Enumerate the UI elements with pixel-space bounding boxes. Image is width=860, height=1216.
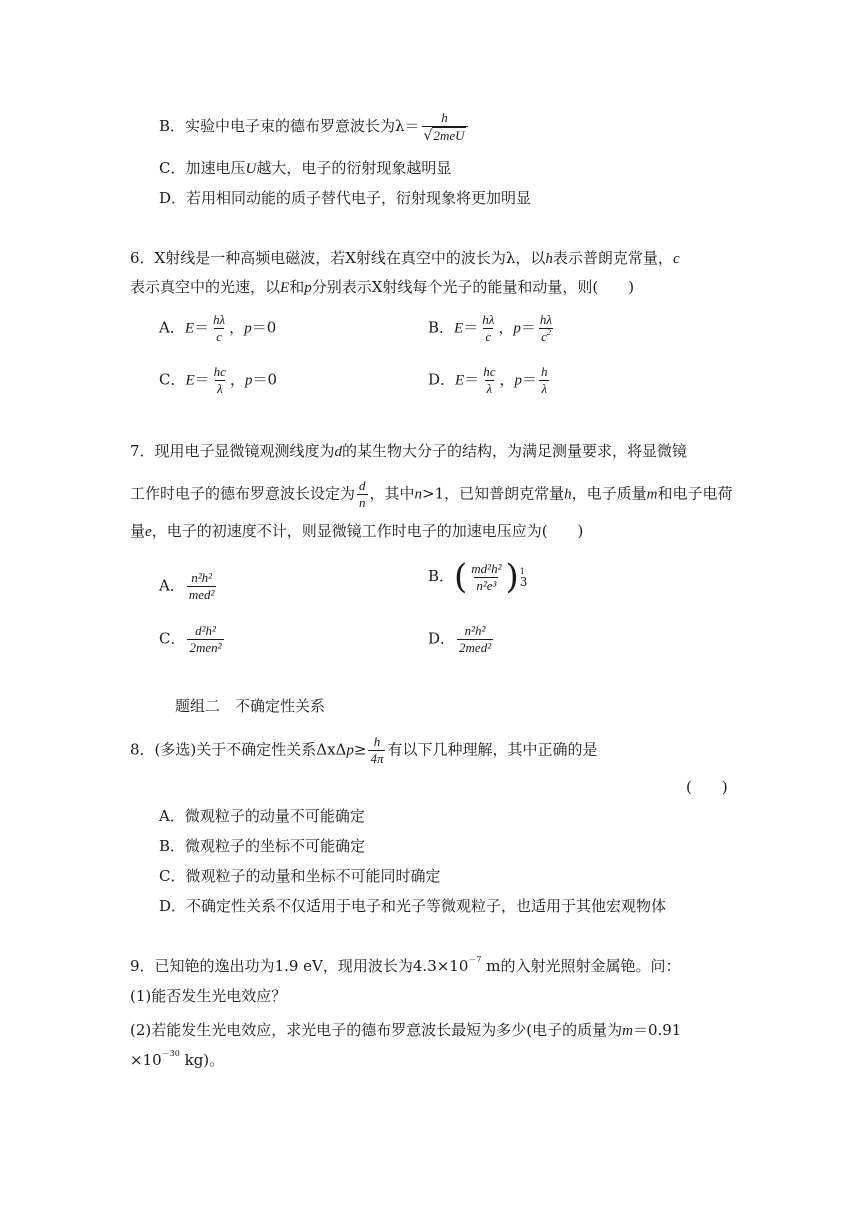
q8-stem: 8．(多选)关于不确定性关系ΔxΔp≥ $\frac{h}{4\pi}$ 有以下几种理解，其中正确的是 [130,734,598,766]
q6-stem-line1: 6．X射线是一种高频电磁波，若X射线在真空中的波长为λ，以h表示普朗克常量，c [130,249,680,267]
q7-stem-line3: 量e，电子的初速度不计，则显微镜工作时电子的加速电压应为( ) [130,522,584,540]
q5-option-c: C．加速电压U越大，电子的衍射现象越明显 [159,159,452,177]
q9-sub2-cont: $\times 10^{-30}$ kg)。 [130,1049,225,1069]
q5-wavelength-fraction: $\frac{h}{\text{√2meU}}$ [422,110,468,144]
q6-option-b: B．E＝ $\frac{h\lambda}{c}$ ，p＝ $\frac{h\lambda}{c^2}$ [428,312,553,344]
q9-stem: 9．已知铯的逸出功为1.9 eV，现用波长为$4.3\times 10^{-7}$ m的入射光照射金属铯。问： [130,955,681,975]
q6-option-a: A．E＝ $\frac{h\lambda}{c}$ ，p＝0 [159,312,277,344]
q7-option-c: C． $\frac{\text{d²h²}}{\text{2men²}}$ [159,623,222,655]
q8-option-b: B．微观粒子的坐标不可能确定 [159,837,366,855]
q7-option-a: A． $\frac{\text{n²h²}}{\text{med²}}$ [159,570,215,602]
q8-answer-paren: ( ) [686,778,728,796]
q7-option-d: D． $\frac{\text{n²h²}}{\text{2med²}}$ [428,623,492,655]
q9-sub1: (1)能否发生光电效应？ [130,987,287,1005]
q7-stem-line2: 工作时电子的德布罗意波长设定为 $\frac{d}{n}$ ，其中n>1，已知普朗克常量h，电子质量m和电子电荷 [130,478,733,510]
q6-stem-line2: 表示真空中的光速，以E和p分别表示X射线每个光子的能量和动量，则( ) [130,278,635,296]
q8-option-d: D．不确定性关系不仅适用于电子和光子等微观粒子，也适用于其他宏观物体 [159,897,667,915]
q5-option-d: D．若用相同动能的质子替代电子，衍射现象将更加明显 [159,189,532,207]
q7-option-b: B．( $\frac{\text{md²h²}}{\text{n²e³}}$ ) 1 3 [428,557,528,597]
section-heading: 题组二 不确定性关系 [175,697,326,715]
q5-option-b: B．实验中电子束的德布罗意波长为λ＝ $\frac{h}{\text{√2meU}}$ [159,110,470,144]
q8-option-c: C．微观粒子的动量和坐标不可能同时确定 [159,867,441,885]
q8-option-a: A．微观粒子的动量不可能确定 [159,807,365,825]
q6-option-c: C．E＝ $\frac{hc}{\lambda}$ ，p＝0 [159,364,278,396]
q6-option-d: D．E＝ $\frac{hc}{\lambda}$ ，p＝ $\frac{h}{\lambda}$ [428,364,548,396]
q7-stem-line1: 7．现用电子显微镜观测线度为d的某生物大分子的结构，为满足测量要求，将显微镜 [130,442,688,460]
q9-sub2: (2)若能发生光电效应，求光电子的德布罗意波长最短为多少(电子的质量为m＝0.91 [130,1021,682,1039]
